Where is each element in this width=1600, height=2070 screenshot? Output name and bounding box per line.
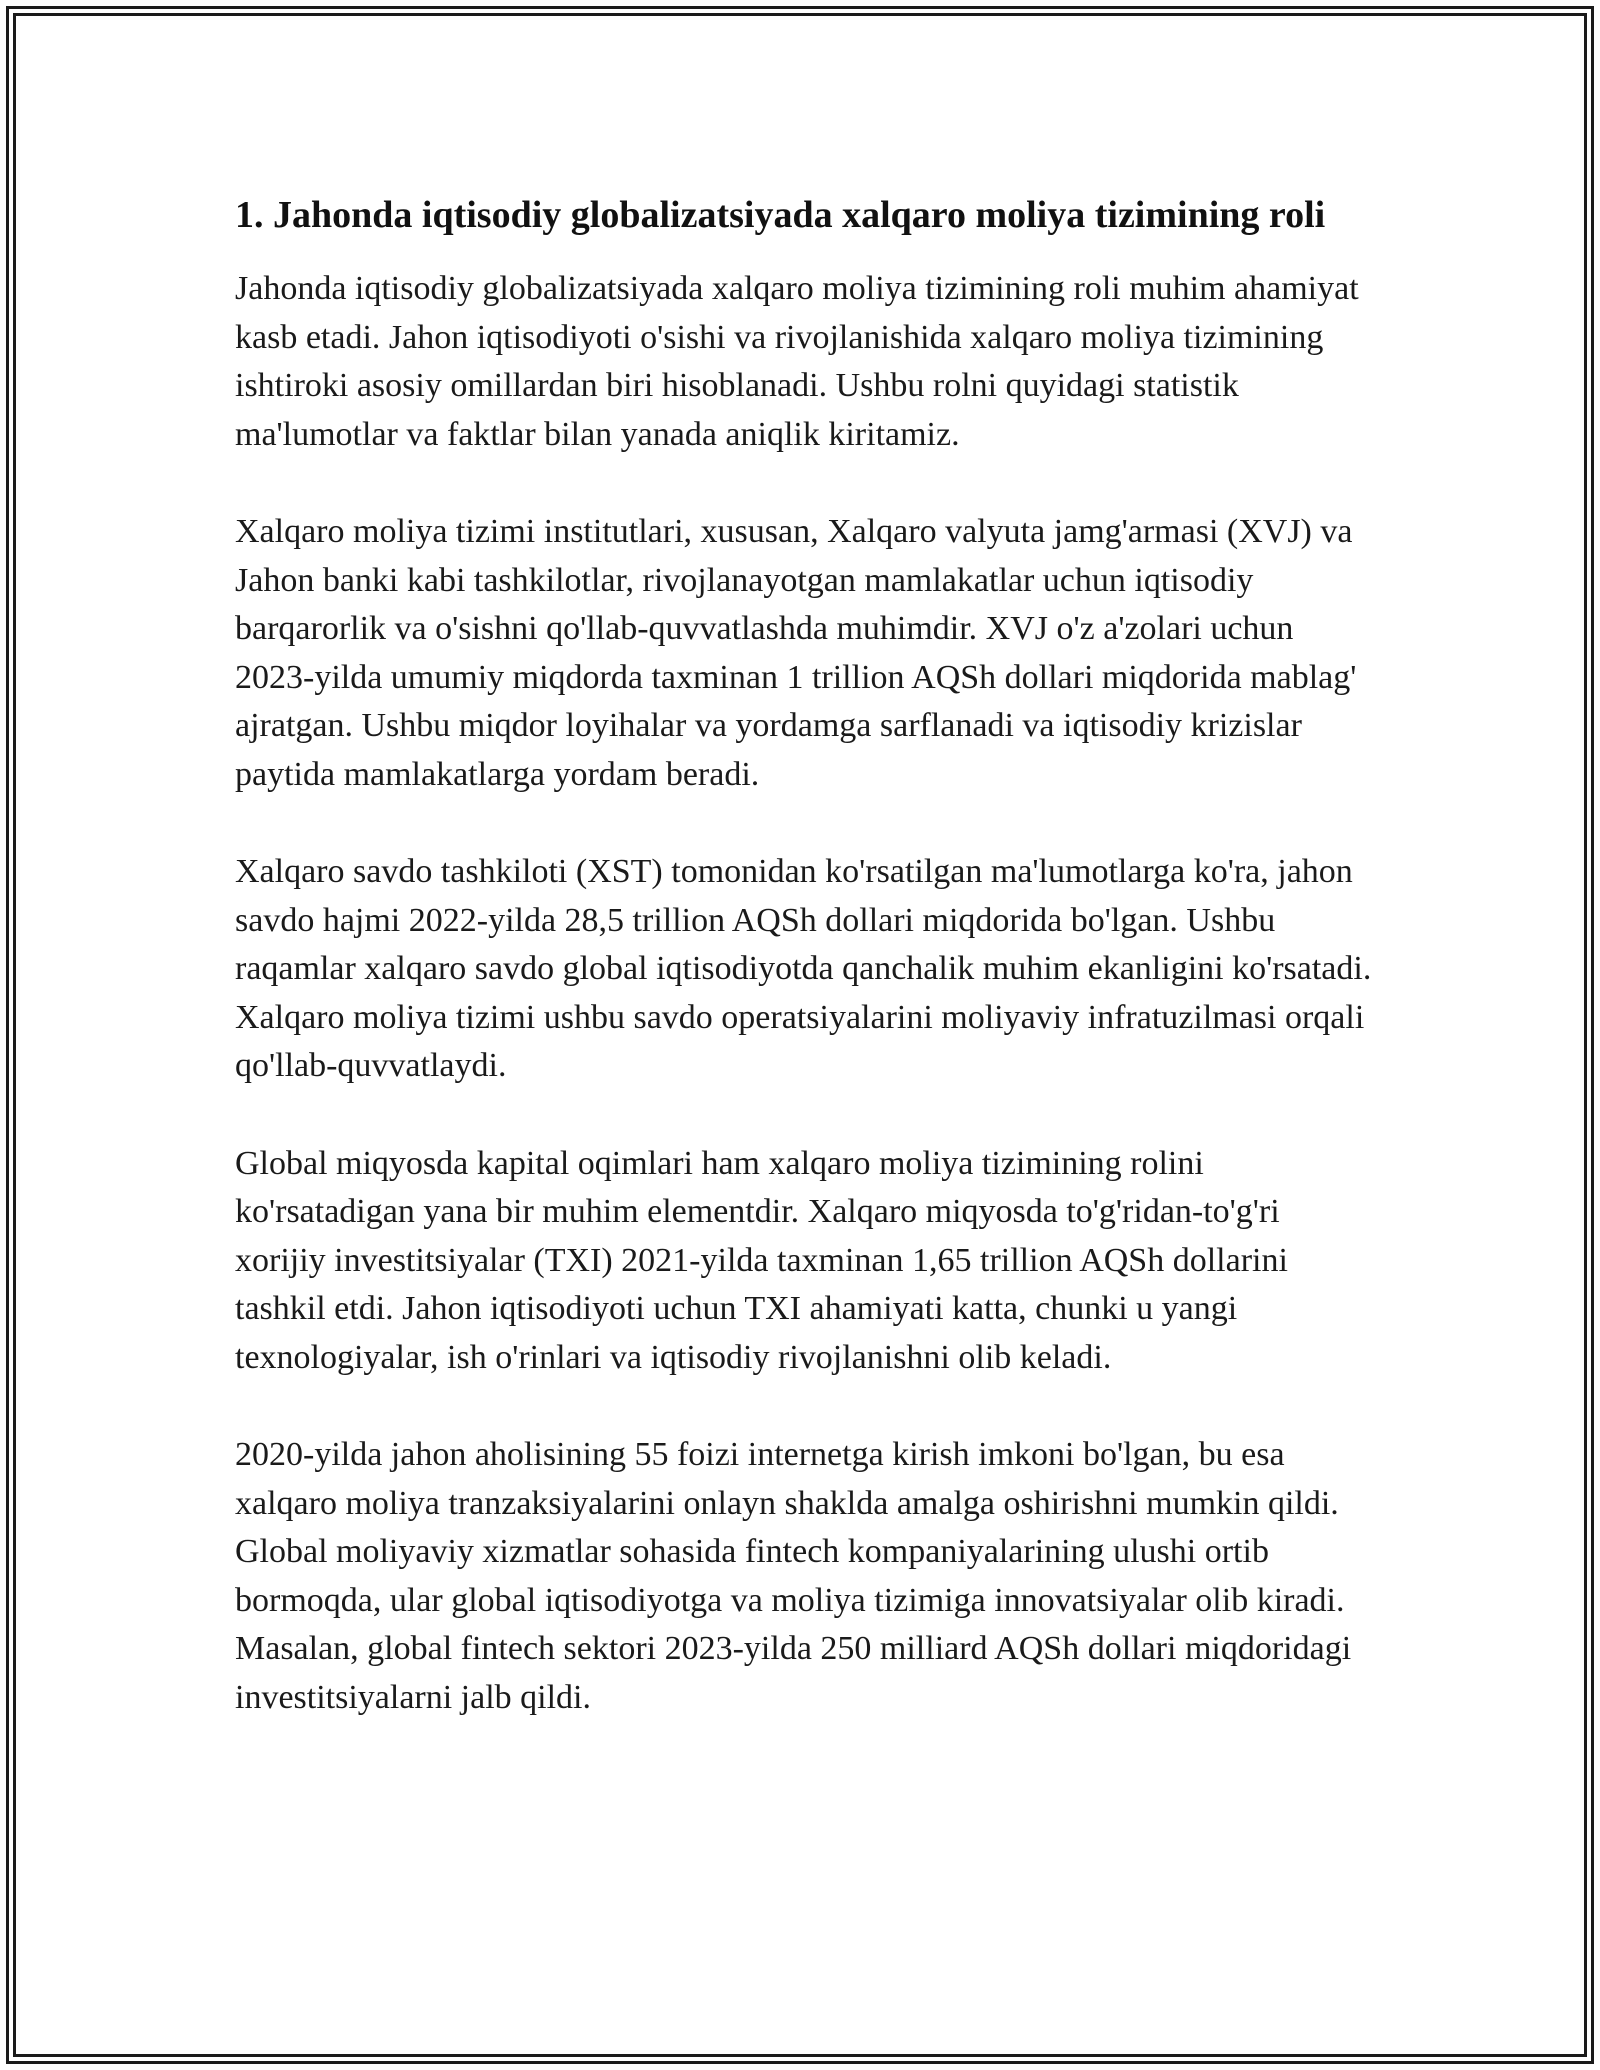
paragraph-fintech: 2020-yilda jahon aholisining 55 foizi internetga kirish imkoni bo'lgan, bu esa xalqaro moliya tranzaksiyalarini onlayn shaklda amalga oshirishni mumkin qildi. Global moliyaviy xizmatlar sohasida fintech kompaniyalarining ulushi ortib bormoqda, ular global iqtisodiyotga va moliya tizimiga innovatsiyalar olib kiradi. Masalan, global fintech sektori 2023-yilda 250 milliard AQSh dollari miqdoridagi investitsiyalarni jalb qildi.	[235, 1436, 1352, 1716]
section-heading: 1. Jahonda iqtisodiy globalizatsiyada xalqaro moliya tizimining roli	[235, 194, 1326, 236]
paragraph-capital-flows: Global miqyosda kapital oqimlari ham xalqaro moliya tizimining rolini ko'rsatadigan yana bir muhim elementdir. Xalqaro miqyosda to'g'ridan-to'g'ri xorijiy investitsiyalar (TXI) 2021-yilda taxminan 1,65 trillion AQSh dollarini tashkil etdi. Jahon iqtisodiyoti uchun TXI ahamiyati katta, chunki u yangi texnologiyalar, ish o'rinlari va iqtisodiy rivojlanishni olib keladi.	[235, 1144, 1288, 1376]
paragraph-institutions: Xalqaro moliya tizimi institutlari, xususan, Xalqaro valyuta jamg'armasi (XVJ) va Jahon banki kabi tashkilotlar, rivojlanayotgan mamlakatlar uchun iqtisodiy barqarorlik va o'sishni qo'llab-quvvatlashda muhimdir. XVJ o'z a'zolari uchun 2023-yilda umumiy miqdorda taxminan 1 trillion AQSh dollari miqdorida mablag' ajratgan. Ushbu miqdor loyihalar va yordamga sarflanadi va iqtisodiy krizislar paytida mamlakatlarga yordam beradi.	[235, 513, 1357, 793]
document-page	[235, 188, 1375, 1722]
paragraph-trade: Xalqaro savdo tashkiloti (XST) tomonidan ko'rsatilgan ma'lumotlarga ko'ra, jahon savdo hajmi 2022-yilda 28,5 trillion AQSh dollari miqdorida bo'lgan. Ushbu raqamlar xalqaro savdo global iqtisodiyotda qanchalik muhim ekanligini ko'rsatadi. Xalqaro moliya tizimi ushbu savdo operatsiyalarini moliyaviy infratuzilmasi orqali qo'llab-quvvatlaydi.	[235, 853, 1372, 1084]
paragraph-intro: Jahonda iqtisodiy globalizatsiyada xalqaro moliya tizimining roli muhim ahamiyat kasb etadi. Jahon iqtisodiyoti o'sishi va rivojlanishida xalqaro moliya tizimining ishtiroki asosiy omillardan biri hisoblanadi. Ushbu rolni quyidagi statistik ma'lumotlar va faktlar bilan yanada aniqlik kiritamiz.	[235, 270, 1359, 453]
